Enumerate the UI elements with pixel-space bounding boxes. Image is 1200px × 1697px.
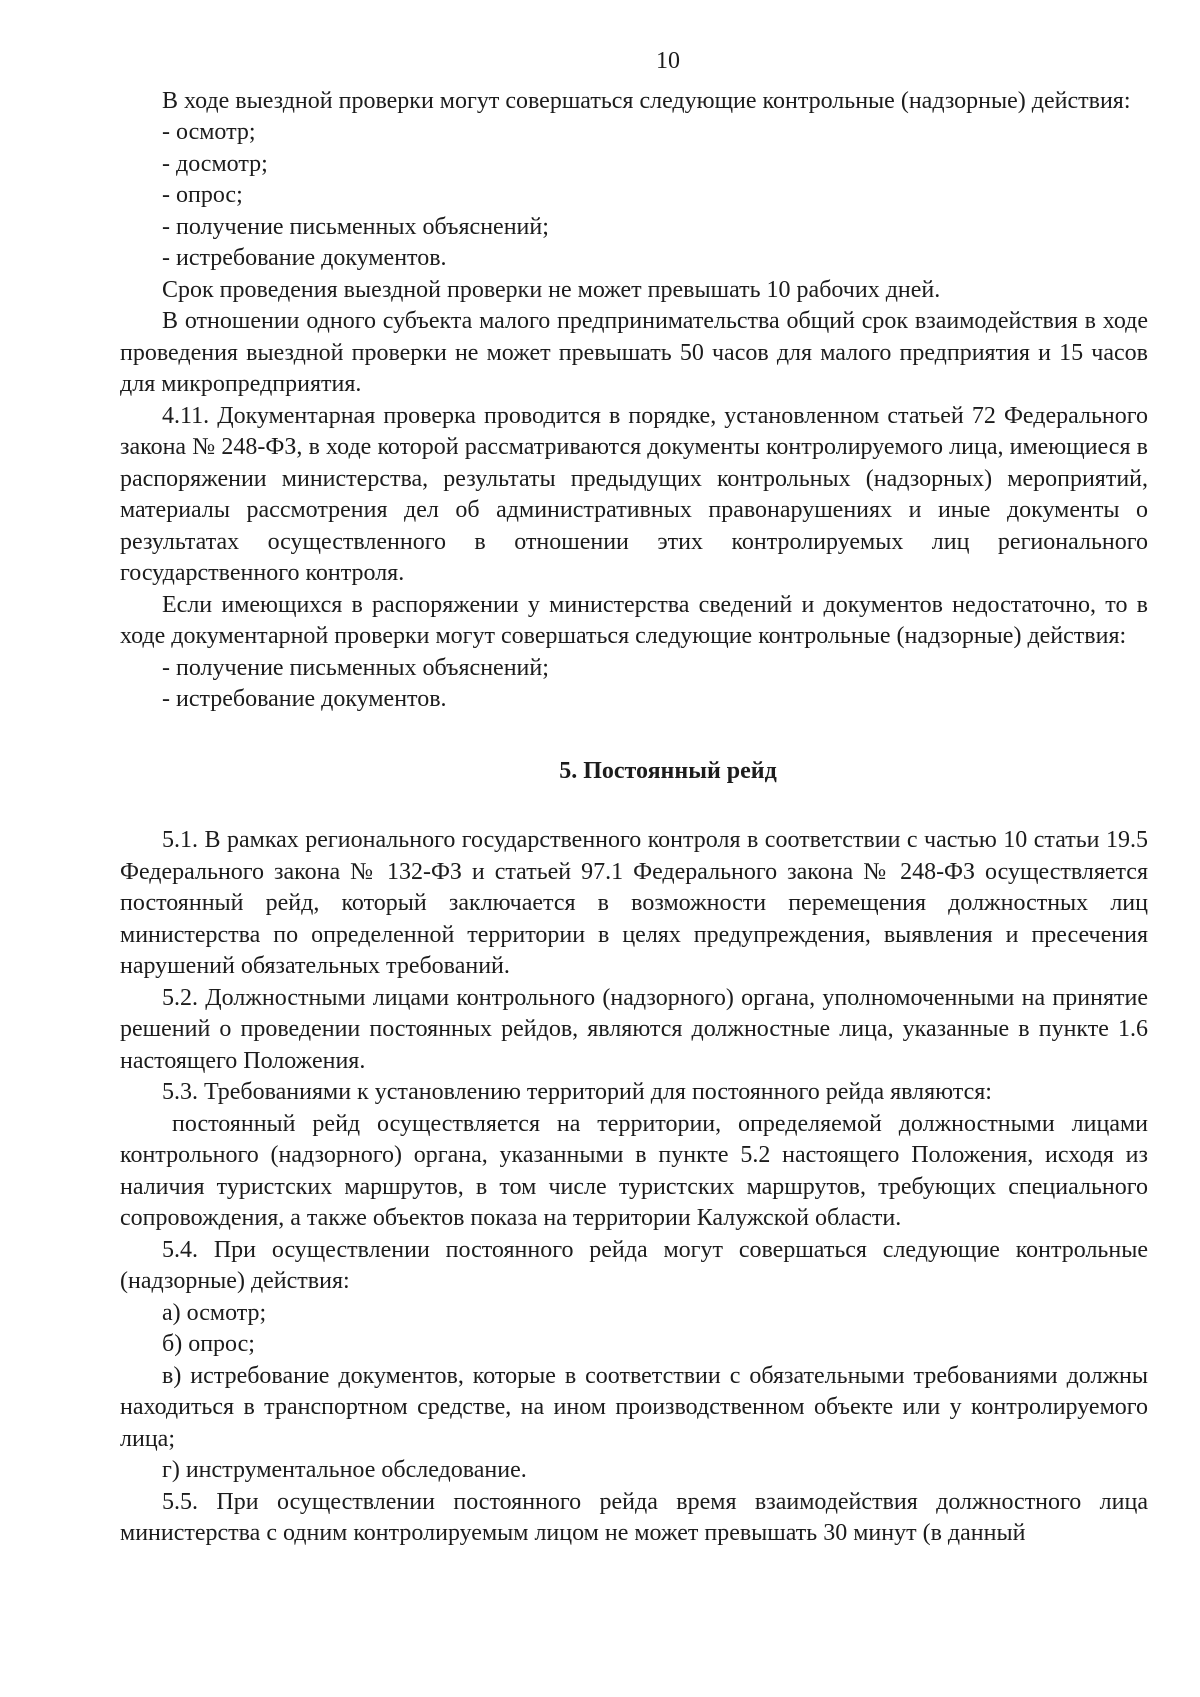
paragraph-insufficient-data: Если имеющихся в распоряжении у министерства сведений и документов недостаточно, то в ходе документарной проверки могут совершаться следующие контрольные (надзорные) действия: xyxy=(120,591,1148,649)
paragraph-5-4-c: в) истребование документов, которые в соответствии с обязательными требованиями должны находиться в транспортном средстве, на ином производственном объекте или у контролируемого лица; xyxy=(120,1362,1148,1452)
paragraph-small-business: В отношении одного субъекта малого предпринимательства общий срок взаимодействия в ходе проведения выездной проверки не может превышать 50 часов для малого предприятия и 15 часов для микропредприятия. xyxy=(120,308,1148,397)
paragraph-5-1: 5.1. В рамках регионального государственного контроля в соответствии с частью 10 статьи 19.5 Федерального закона № 132-ФЗ и статьей 97.1 Федерального закона № 248-ФЗ осуществляется постоянный рейд, который заключается в возможности перемещения должностных лиц министерства по определенной территории в целях предупреждения, выявления и пресечения нарушений обязательных требований. xyxy=(120,827,1148,979)
list-item: - получение письменных объяснений; xyxy=(162,213,549,240)
section-title: 5. Постоянный рейд xyxy=(559,757,777,784)
paragraph-5-5: 5.5. При осуществлении постоянного рейда время взаимодействия должностного лица министерства с одним контролируемым лицом не может превышать 30 минут (в данный xyxy=(120,1488,1148,1546)
page-number: 10 xyxy=(656,48,680,74)
paragraph-inspection-term: Срок проведения выездной проверки не может превышать 10 рабочих дней. xyxy=(162,276,941,303)
list-item: г) инструментальное обследование. xyxy=(162,1457,527,1483)
paragraph-onsite-inspection-intro: В ходе выездной проверки могут совершаться следующие контрольные (надзорные) действия: xyxy=(162,87,1131,114)
paragraph-5-3-text: постоянный рейд осуществляется на территории, определяемой должностными лицами контрольного (надзорного) органа, указанными в пункте 5.2 настоящего Положения, исходя из наличия туристских маршрутов, в том числе туристских маршрутов, требующих специального сопровождения, а также объектов показа на территории Калужской области. xyxy=(120,1110,1148,1231)
paragraph-5-3: 5.3. Требованиями к установлению территорий для постоянного рейда являются: xyxy=(162,1079,992,1105)
list-item: - получение письменных объяснений; xyxy=(162,654,549,681)
list-item: б) опрос; xyxy=(162,1331,255,1357)
list-item: - осмотр; xyxy=(162,119,256,145)
list-item: - опрос; xyxy=(162,182,243,208)
list-item: - истребование документов. xyxy=(162,686,447,712)
list-item: а) осмотр; xyxy=(162,1299,267,1326)
list-item: - истребование документов. xyxy=(162,245,447,271)
list-item: - досмотр; xyxy=(162,150,268,177)
paragraph-5-4: 5.4. При осуществлении постоянного рейда могут совершаться следующие контрольные (надзорные) действия: xyxy=(120,1236,1148,1294)
paragraph-5-2: 5.2. Должностными лицами контрольного (надзорного) органа, уполномоченными на принятие решений о проведении постоянных рейдов, являются должностные лица, указанные в пункте 1.6 настоящего Положения. xyxy=(120,984,1148,1074)
paragraph-4-11: 4.11. Документарная проверка проводится в порядке, установленном статьей 72 Федерального закона № 248-ФЗ, в ходе которой рассматриваются документы контролируемого лица, имеющиеся в распоряжении министерства, результаты предыдущих контрольных (надзорных) мероприятий, материалы рассмотрения дел об административных правонарушениях и иные документы о результатах осуществленного в отношении этих контролируемых лиц регионального государственного контроля. xyxy=(120,402,1148,586)
